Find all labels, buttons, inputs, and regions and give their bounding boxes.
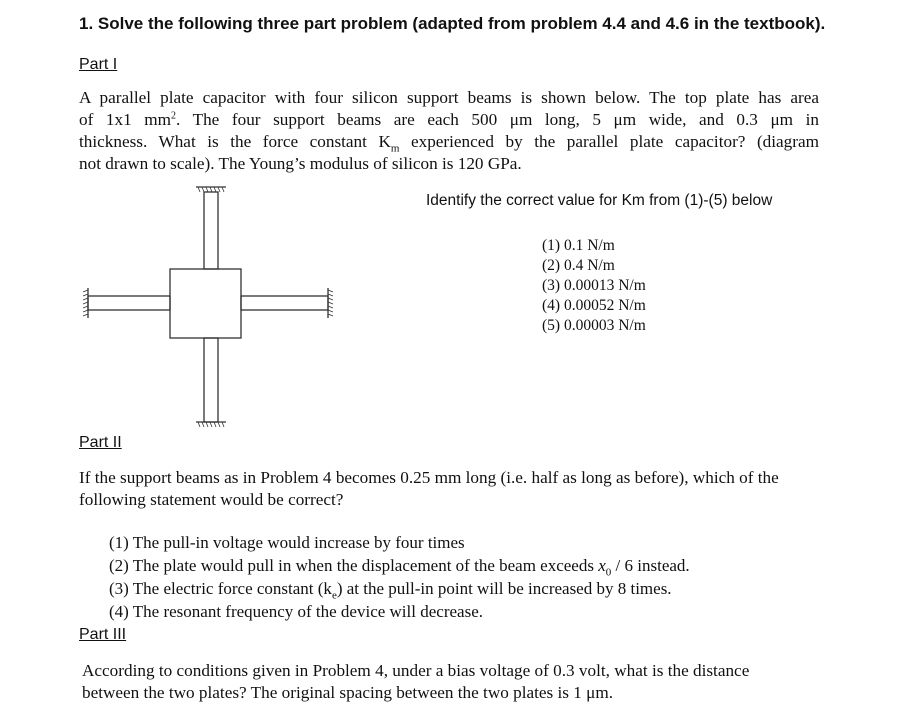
top-beam	[204, 192, 218, 269]
top-plate	[170, 269, 241, 338]
part-1-line-2: of 1x1 $mm^2$. The four support beams are each 500 μm long, 5 μm wide, and 0.3 μm in	[79, 110, 819, 129]
problem-title: 1. Solve the following three part problem (adapted from problem 4.4 and 4.6 in the textbook).	[79, 14, 826, 33]
part-2-heading: Part II	[79, 434, 122, 451]
part-2-option: (2) The plate would pull in when the displacement of the beam exceeds $x_0 / 6$ instead.	[109, 556, 690, 579]
part-1-options	[542, 236, 646, 336]
part-1-option: (3) 0.00013 N/m	[542, 277, 646, 294]
part-1-option: (2) 0.4 N/m	[542, 257, 615, 274]
part-2-options	[109, 531, 690, 623]
part-2-option: (4) The resonant frequency of the device will decrease.	[109, 602, 483, 621]
left-beam	[88, 296, 170, 310]
capacitor-diagram	[80, 184, 362, 434]
left-anchor-hatch	[83, 290, 88, 316]
top-anchor-hatch	[198, 187, 224, 192]
part-1-instruction: Identify the correct value for Km from (1)-(5) below	[426, 192, 773, 209]
part-2-option: (1) The pull-in voltage would increase by four times	[109, 533, 465, 552]
part-2-paragraph: If the support beams as in Problem 4 becomes 0.25 mm long (i.e. half as long as before), which of the following statement would be correct?	[79, 468, 779, 509]
part-1-option: (5) 0.00003 N/m	[542, 317, 646, 334]
part-1-paragraph	[79, 87, 819, 175]
right-anchor-hatch	[328, 290, 333, 316]
part-2-option: (3) The electric force constant $(k_e)$ at the pull-in point will be increased by 8 times.	[109, 579, 672, 602]
part-1-heading: Part I	[79, 56, 118, 73]
part-1-line-1: A parallel plate capacitor with four silicon support beams is shown below. The top plate has area	[79, 88, 819, 107]
part-3-heading: Part III	[79, 626, 127, 643]
part-1-line-4: not drawn to scale). The Young’s modulus of silicon is 120 GPa.	[79, 154, 522, 173]
part-1-option: (1) 0.1 N/m	[542, 237, 615, 254]
part-3-paragraph: According to conditions given in Problem 4, under a bias voltage of 0.3 volt, what is the distance between the two plates? The original spacing between the two plates is 1 μm.	[82, 661, 750, 702]
part-1-option: (4) 0.00052 N/m	[542, 297, 646, 314]
bottom-anchor-hatch	[198, 422, 224, 427]
part-1-line-3: thickness. What is the force constant $K_m$ experienced by the parallel plate capacitor? (diagram	[79, 132, 819, 155]
bottom-beam	[204, 338, 218, 422]
right-beam	[241, 296, 328, 310]
